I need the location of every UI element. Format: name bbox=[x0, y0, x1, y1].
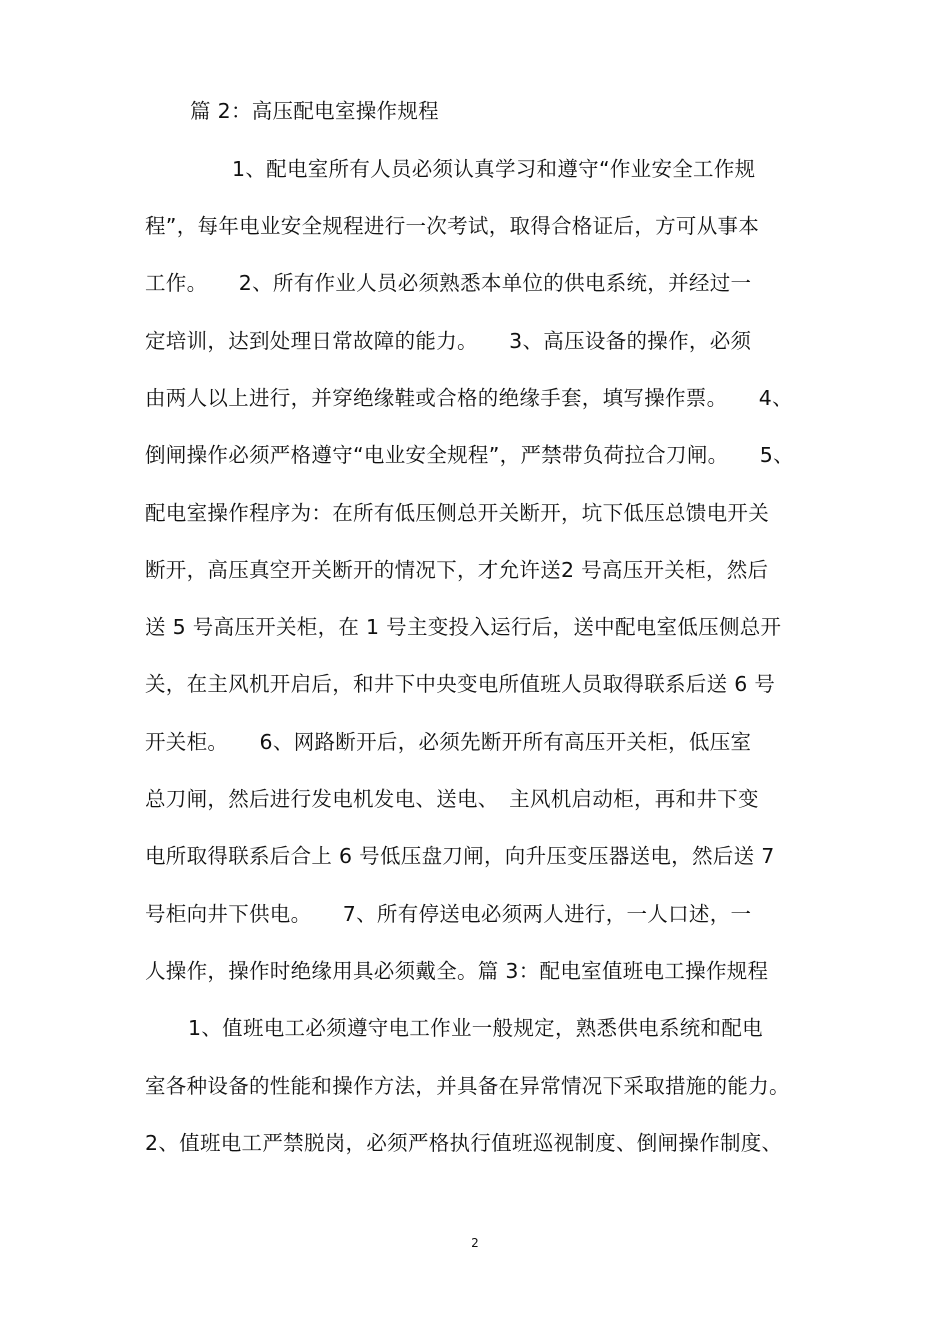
paragraph-line: 室各种设备的性能和操作方法，并具备在异常情况下采取措施的能力。 bbox=[145, 1074, 790, 1098]
paragraph-line: 由两人以上进行，并穿绝缘鞋或合格的绝缘手套，填写操作票。 4、 bbox=[145, 386, 793, 410]
paragraph-line: 电所取得联系后合上 6 号低压盘刀闸，向升压变压器送电，然后送 7 bbox=[145, 844, 775, 868]
paragraph-line: 1、值班电工必须遵守电工作业一般规定，熟悉供电系统和配电 bbox=[188, 1016, 763, 1040]
paragraph-line: 工作。 2、所有作业人员必须熟悉本单位的供电系统，并经过一 bbox=[145, 271, 752, 295]
paragraph-line: 关，在主风机开启后，和井下中央变电所值班人员取得联系后送 6 号 bbox=[145, 672, 776, 696]
paragraph-line: 倒闸操作必须严格遵守“电业安全规程”，严禁带负荷拉合刀闸。 5、 bbox=[145, 443, 794, 467]
paragraph-line: 号柜向井下供电。 7、所有停送电必须两人进行，一人口述，一 bbox=[145, 902, 752, 926]
paragraph-line: 总刀闸，然后进行发电机发电、送电、 主风机启动柜，再和井下变 bbox=[145, 787, 759, 811]
paragraph-line: 定培训，达到处理日常故障的能力。 3、高压设备的操作，必须 bbox=[145, 329, 752, 353]
page-number: 2 bbox=[471, 1236, 479, 1250]
paragraph-line: 2、值班电工严禁脱岗，必须严格执行值班巡视制度、倒闸操作制度、 bbox=[145, 1131, 783, 1155]
paragraph-line: 送 5 号高压开关柜，在 1 号主变投入运行后，送中配电室低压侧总开 bbox=[145, 615, 782, 639]
section-heading-2: 篇 2：高压配电室操作规程 bbox=[190, 99, 439, 123]
paragraph-line: 人操作，操作时绝缘用具必须戴全。篇 3：配电室值班电工操作规程 bbox=[145, 959, 769, 983]
paragraph-line: 程”，每年电业安全规程进行一次考试，取得合格证后，方可从事本 bbox=[145, 214, 760, 238]
paragraph-line: 断开，高压真空开关断开的情况下，才允许送2 号高压开关柜，然后 bbox=[145, 558, 769, 582]
paragraph-line: 配电室操作程序为：在所有低压侧总开关断开，坑下低压总馈电开关 bbox=[145, 501, 769, 525]
paragraph-line: 1、配电室所有人员必须认真学习和遵守“作业安全工作规 bbox=[232, 157, 756, 181]
paragraph-line: 开关柜。 6、网路断开后，必须先断开所有高压开关柜，低压室 bbox=[145, 730, 752, 754]
